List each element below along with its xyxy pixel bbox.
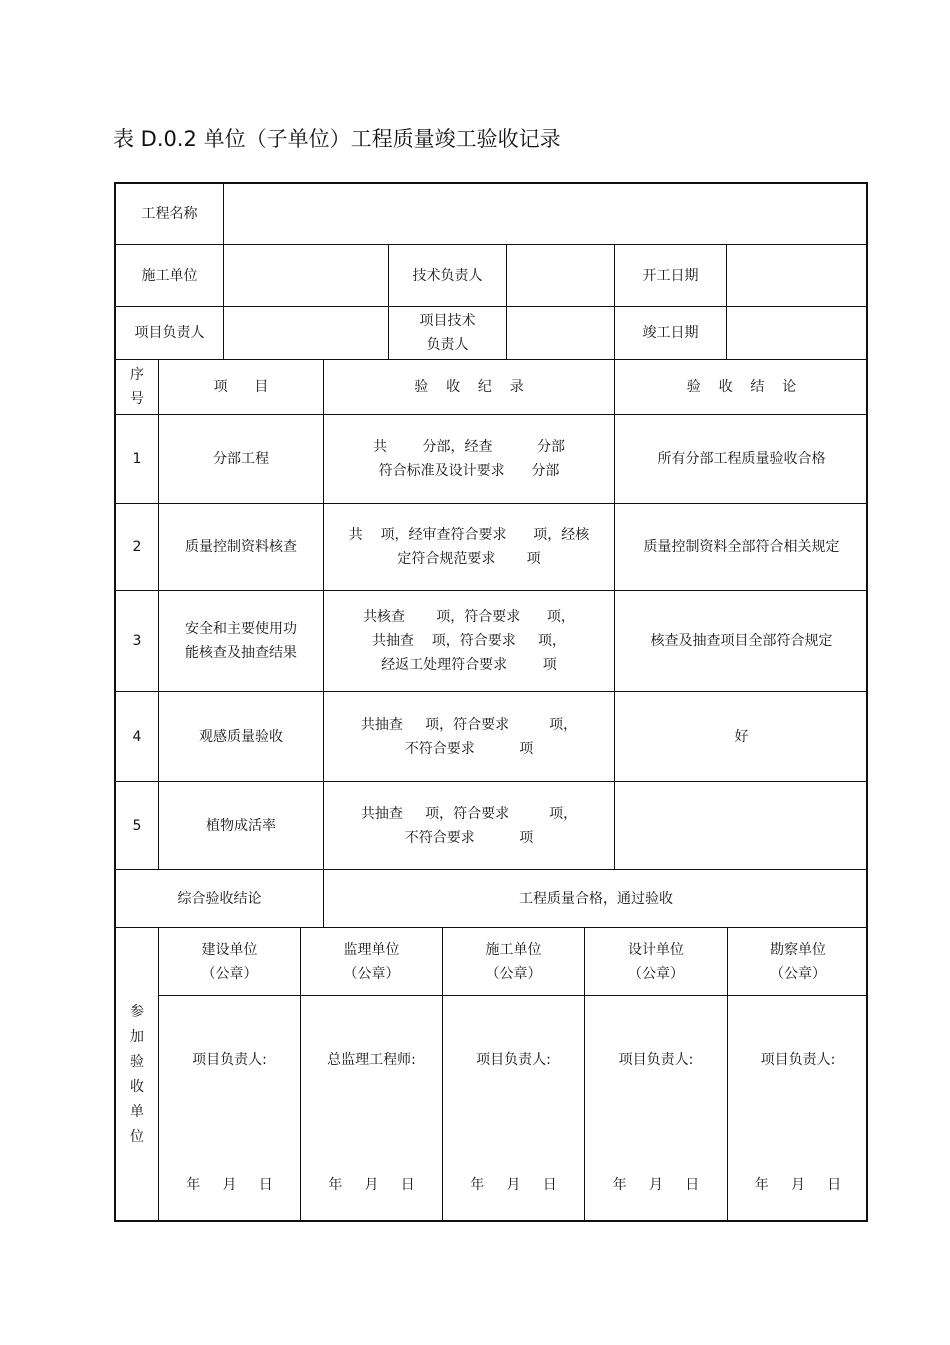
- unit-header: [585, 928, 727, 995]
- side-label-char: 单: [130, 1104, 144, 1120]
- row-conclusion-line: 好: [734, 728, 749, 745]
- row-divider: [158, 995, 868, 996]
- side-label-char: 参: [130, 1004, 144, 1020]
- unit-name: 设计单位: [628, 941, 684, 958]
- overall-conclusion-label: 综合验收结论: [177, 890, 262, 907]
- column-header-conclusion: 验 收 结 论: [686, 379, 797, 395]
- unit-seal: （公章）: [343, 965, 400, 982]
- unit-seal: （公章）: [485, 965, 542, 982]
- project-lead-label: 项目负责人: [134, 325, 205, 341]
- row-item: [159, 504, 323, 590]
- row-record-line: 共 项，经审查符合要求 项，经核: [348, 527, 590, 543]
- unit-header: [728, 928, 868, 995]
- side-label-char: 验: [130, 1054, 144, 1070]
- row-item: [159, 591, 323, 691]
- construction-unit-value[interactable]: [224, 245, 388, 306]
- unit-signer-label[interactable]: 总监理工程师:: [327, 1052, 416, 1068]
- row-item: [159, 782, 323, 869]
- row-conclusion-line: 所有分部工程质量验收合格: [657, 451, 826, 467]
- unit-date[interactable]: 年 月 日: [328, 1177, 415, 1193]
- unit-name: 勘察单位: [770, 941, 826, 958]
- project-tech-lead-label-line: 负责人: [426, 337, 469, 353]
- unit-name: 施工单位: [485, 941, 542, 958]
- row-conclusion[interactable]: [615, 782, 868, 869]
- row-record[interactable]: [324, 504, 614, 590]
- overall-conclusion-value[interactable]: 工程质量合格，通过验收: [519, 890, 673, 907]
- unit-signer-label[interactable]: 项目负责人:: [476, 1052, 551, 1068]
- row-number: 1: [132, 451, 142, 467]
- row-record-line: 经返工处理符合要求 项: [381, 657, 557, 673]
- unit-seal: （公章）: [628, 965, 684, 982]
- unit-date[interactable]: 年 月 日: [186, 1177, 273, 1193]
- unit-signer-label[interactable]: 项目负责人:: [618, 1052, 694, 1068]
- tech-lead-label: 技术负责人: [412, 267, 483, 284]
- row-record[interactable]: [324, 692, 614, 781]
- column-header-no-char: 序: [130, 367, 144, 383]
- column-header-no-char: 号: [130, 391, 144, 407]
- start-date-label: 开工日期: [642, 267, 699, 284]
- row-item: [159, 415, 323, 503]
- row-item: [159, 692, 323, 781]
- row-conclusion[interactable]: [615, 504, 868, 590]
- unit-name: 建设单位: [201, 941, 258, 958]
- row-record-line: 共核查 项，符合要求 项，: [363, 609, 575, 625]
- project-name-value[interactable]: [224, 184, 868, 244]
- row-record-line: 定符合规范要求 项: [397, 551, 541, 567]
- unit-seal: （公章）: [770, 965, 826, 982]
- start-date-value[interactable]: [727, 245, 868, 306]
- acceptance-record-table: [114, 182, 868, 1222]
- row-conclusion-line: 核查及抽查项目全部符合规定: [650, 633, 833, 649]
- side-label-char: 加: [130, 1029, 144, 1045]
- unit-header: [301, 928, 442, 995]
- project-tech-lead-value[interactable]: [507, 307, 614, 359]
- row-item-line: 观感质量验收: [199, 728, 283, 745]
- unit-name: 监理单位: [343, 941, 400, 958]
- row-record[interactable]: [324, 782, 614, 869]
- column-header-item: 项 目: [213, 379, 269, 395]
- row-record-line: 共抽查 项，符合要求 项，: [360, 805, 578, 822]
- column-header-record: 验 收 纪 录: [414, 379, 524, 395]
- row-item-line: 质量控制资料核查: [185, 539, 297, 555]
- row-number: 4: [132, 728, 142, 745]
- unit-signer-label[interactable]: 项目负责人:: [760, 1052, 836, 1068]
- row-item-line: 植物成活率: [206, 817, 276, 834]
- row-record-line: 不符合要求 项: [404, 740, 534, 757]
- row-record-line: 不符合要求 项: [404, 829, 534, 846]
- unit-seal: （公章）: [201, 965, 258, 982]
- row-item-line: 分部工程: [213, 451, 269, 467]
- side-label-char: 位: [130, 1129, 144, 1145]
- column-header-no: [116, 360, 158, 414]
- row-conclusion[interactable]: [615, 415, 868, 503]
- unit-header: [443, 928, 584, 995]
- row-record[interactable]: [324, 591, 614, 691]
- project-tech-lead-label-line: 项目技术: [419, 313, 476, 329]
- unit-date[interactable]: 年 月 日: [470, 1177, 557, 1193]
- row-item-line: 安全和主要使用功: [185, 621, 297, 637]
- project-name-label: 工程名称: [141, 206, 198, 222]
- row-record-line: 共 分部，经查 分部: [372, 439, 566, 455]
- row-record-line: 符合标准及设计要求 分部: [378, 463, 560, 479]
- unit-header: [159, 928, 300, 995]
- row-conclusion[interactable]: [615, 591, 868, 691]
- page-title: 表 D.0.2 单位（子单位）工程质量竣工验收记录: [113, 127, 561, 151]
- construction-unit-label: 施工单位: [141, 267, 198, 284]
- row-conclusion-line: 质量控制资料全部符合相关规定: [643, 539, 840, 555]
- row-record-line: 共抽查 项，符合要求 项，: [360, 716, 578, 733]
- completion-date-value[interactable]: [727, 307, 868, 359]
- side-label-char: 收: [130, 1079, 144, 1095]
- unit-date[interactable]: 年 月 日: [754, 1177, 842, 1193]
- row-number: 3: [132, 633, 142, 649]
- row-number: 5: [132, 817, 142, 834]
- row-number: 2: [132, 539, 142, 555]
- unit-signer-label[interactable]: 项目负责人:: [192, 1052, 267, 1068]
- tech-lead-value[interactable]: [507, 245, 614, 306]
- row-record-line: 共抽查 项，符合要求 项，: [371, 633, 567, 649]
- row-record[interactable]: [324, 415, 614, 503]
- row-item-line: 能核查及抽查结果: [185, 645, 297, 661]
- unit-date[interactable]: 年 月 日: [612, 1177, 700, 1193]
- project-tech-lead-label: [389, 307, 506, 359]
- project-lead-value[interactable]: [224, 307, 388, 359]
- row-conclusion[interactable]: [615, 692, 868, 781]
- participants-side-label: [116, 928, 158, 1222]
- completion-date-label: 竣工日期: [642, 325, 699, 341]
